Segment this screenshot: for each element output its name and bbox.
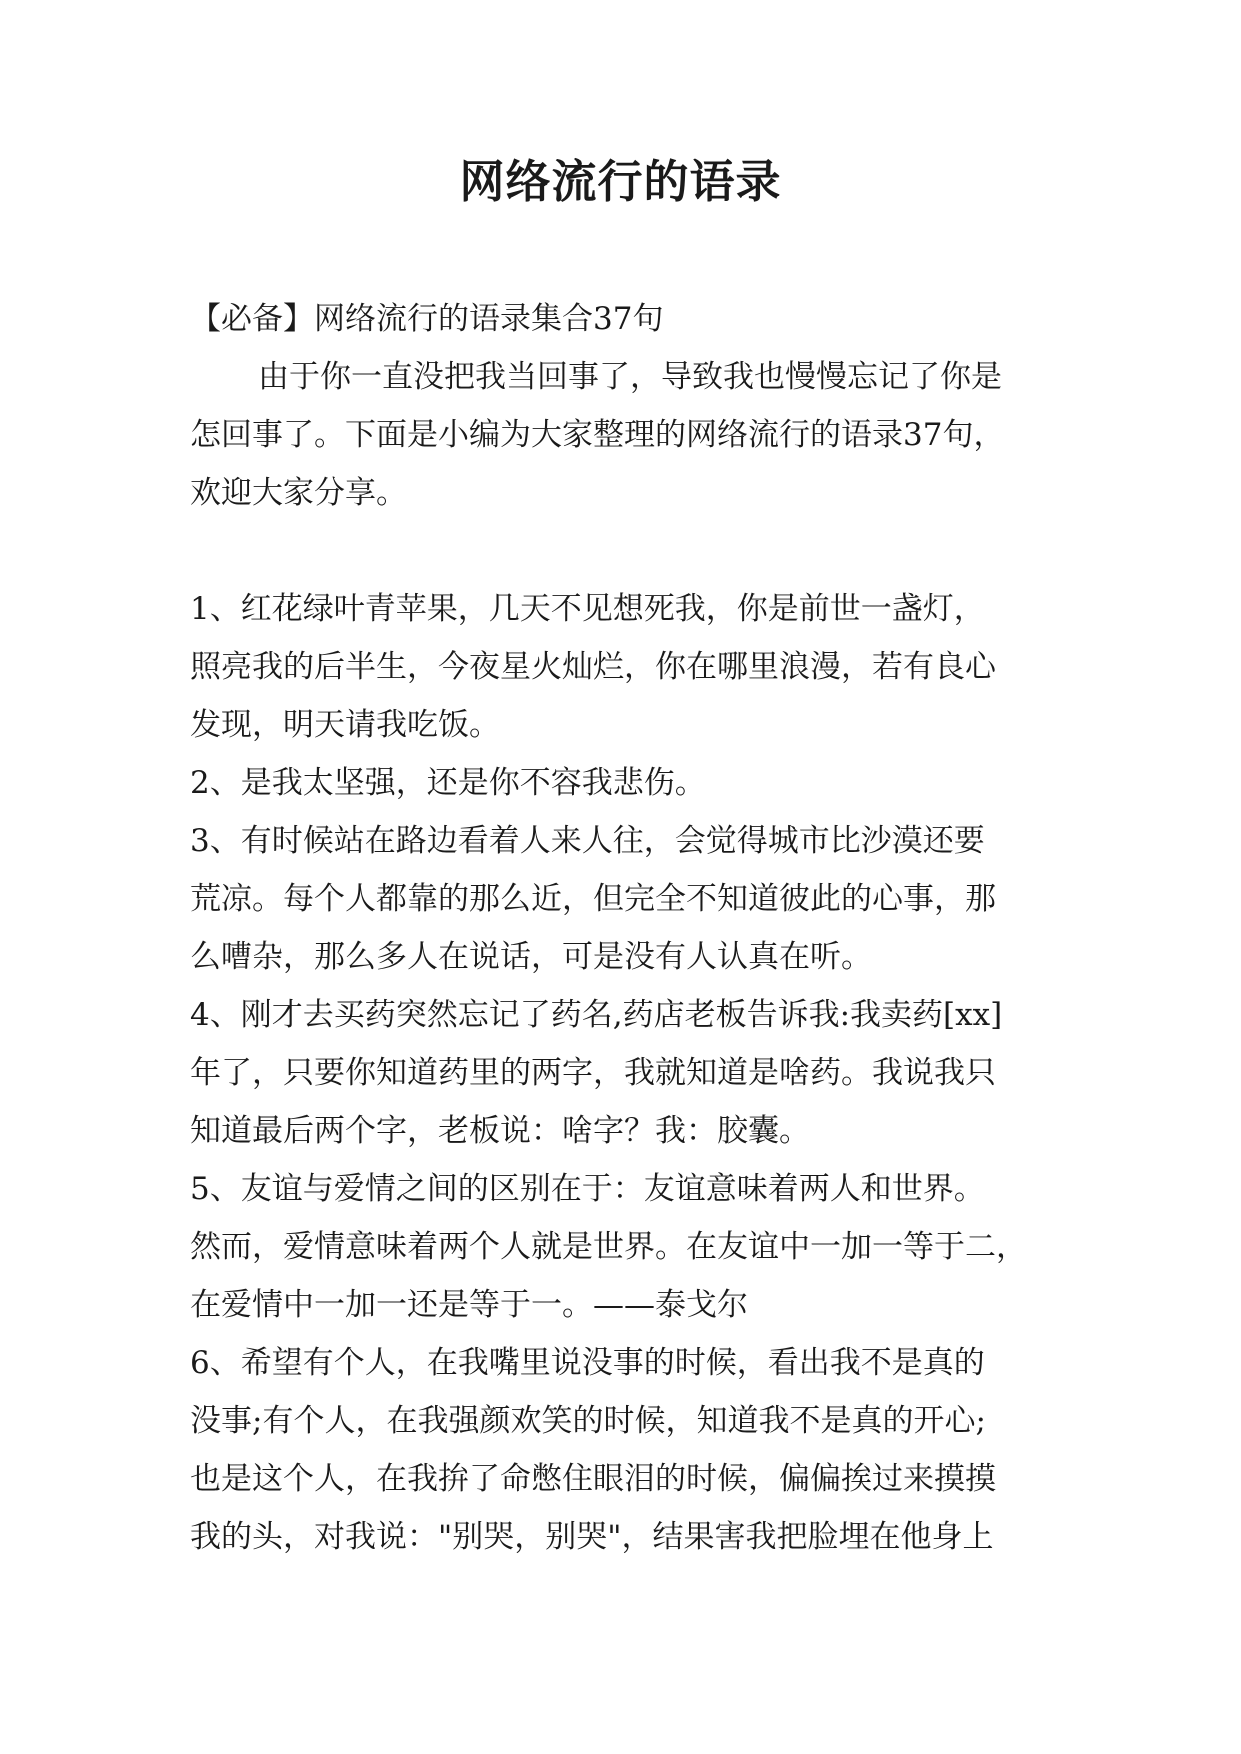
intro-line: 怎回事了。下面是小编为大家整理的网络流行的语录37句， [190,417,1005,453]
body-line: 然而，爱情意味着两个人就是世界。在友谊中一加一等于二， [190,1229,1027,1265]
body-line: 没事;有个人，在我强颜欢笑的时候，知道我不是真的开心; [190,1403,986,1439]
body-line: 么嘈杂，那么多人在说话，可是没有人认真在听。 [190,939,872,975]
page-title: 网络流行的语录 [459,155,782,208]
body-line: 发现，明天请我吃饭。 [190,707,500,743]
body-line: 我的头，对我说："别哭，别哭"，结果害我把脸埋在他身上 [190,1519,994,1555]
body-line: 在爱情中一加一还是等于一。——泰戈尔 [190,1287,748,1323]
intro-line: 由于你一直没把我当回事了，导致我也慢慢忘记了你是 [258,359,1002,395]
body-line: 4、刚才去买药突然忘记了药名,药店老板告诉我:我卖药[xx] [190,997,1003,1033]
body-line: 照亮我的后半生，今夜星火灿烂，你在哪里浪漫，若有良心 [190,649,996,685]
body-line: 荒凉。每个人都靠的那么近，但完全不知道彼此的心事，那 [190,881,996,917]
body-line: 年了，只要你知道药里的两字，我就知道是啥药。我说我只 [190,1055,996,1091]
body-line: 2、是我太坚强，还是你不容我悲伤。 [190,765,706,801]
body-line: 1、红花绿叶青苹果，几天不见想死我，你是前世一盏灯， [190,591,985,627]
subtitle: 【必备】网络流行的语录集合37句 [190,301,664,337]
body-line: 5、友谊与爱情之间的区别在于：友谊意味着两人和世界。 [190,1171,985,1207]
intro-line: 欢迎大家分享。 [190,475,407,511]
body-line: 3、有时候站在路边看着人来人往，会觉得城市比沙漠还要 [190,823,985,859]
body-line: 也是这个人，在我拚了命憋住眼泪的时候，偏偏挨过来摸摸 [190,1461,996,1497]
body-line: 6、希望有个人，在我嘴里说没事的时候，看出我不是真的 [190,1345,985,1381]
paragraph-gap [190,522,1050,580]
document-body [190,290,1050,1566]
body-line: 知道最后两个字，老板说：啥字？我：胶囊。 [190,1113,810,1149]
